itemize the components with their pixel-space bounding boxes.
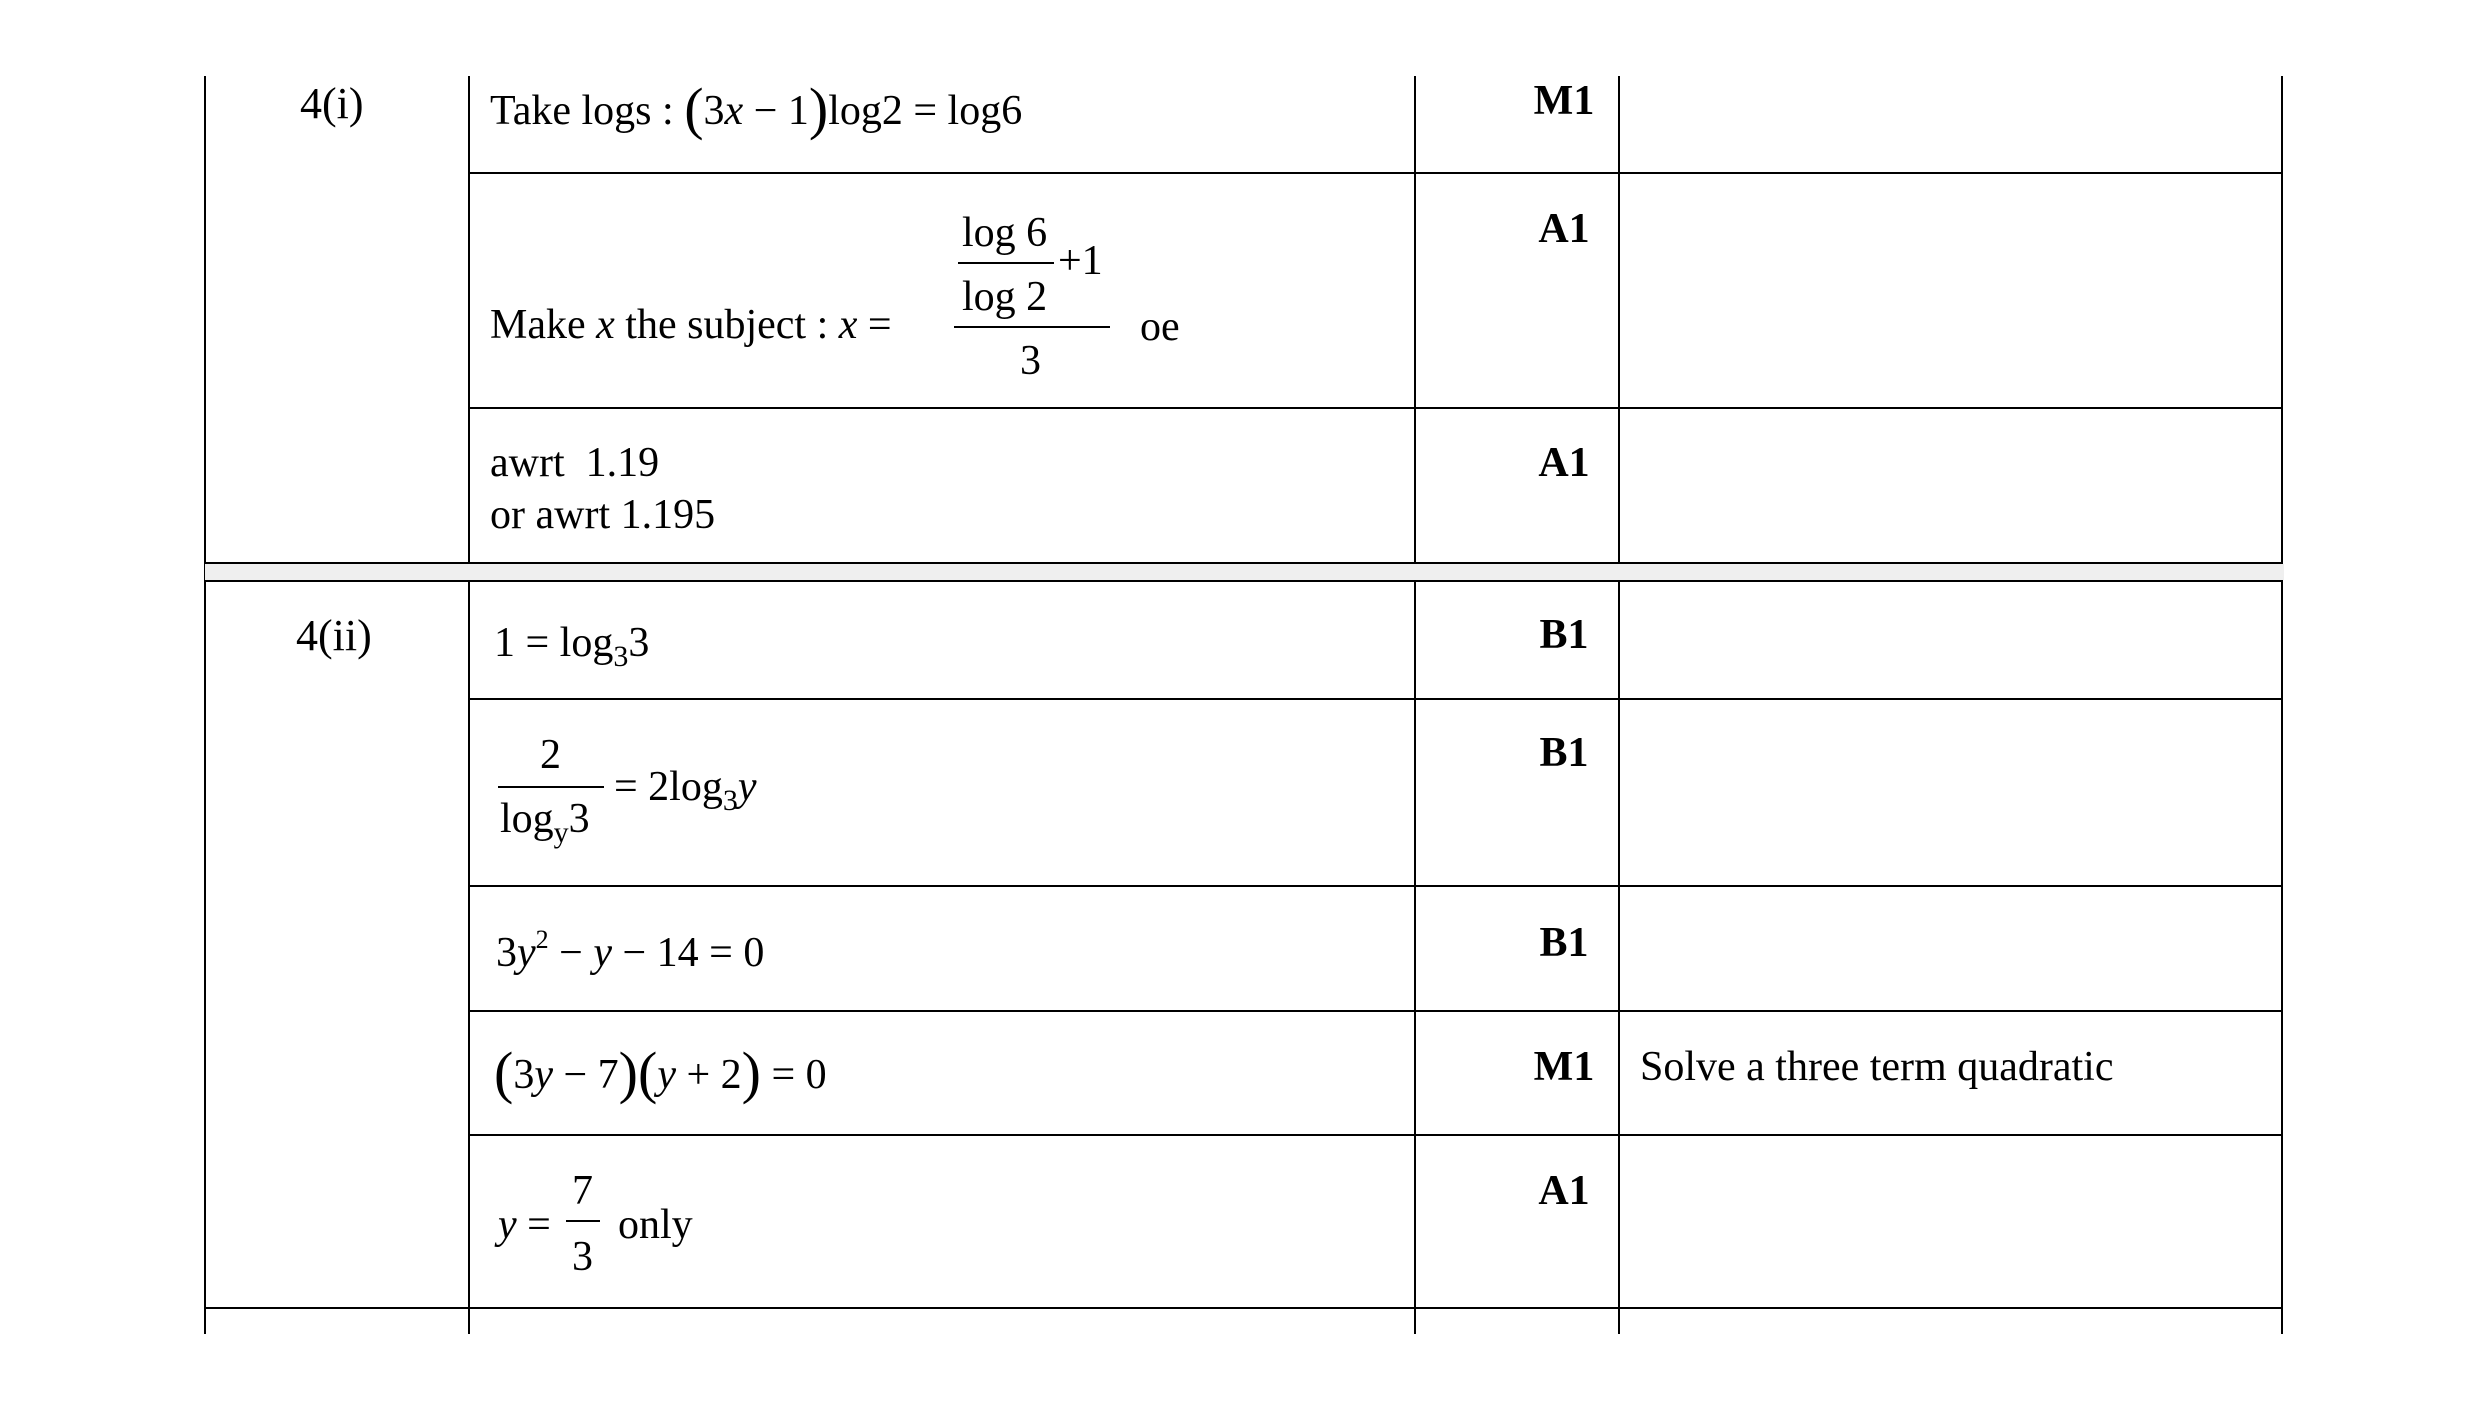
coefficient: 3 [703,88,725,134]
question-label-4ii: 4(ii) [296,611,372,660]
only-note: only [618,1202,693,1248]
row-divider [468,1010,2283,1012]
inner-numerator: log 6 [962,210,1048,256]
answer-factorised [494,1040,827,1105]
row-divider [468,407,2283,409]
equation-rest: log2 = log6 [828,88,1023,134]
answer-awrt-1: awrt 1.19 [490,440,660,486]
fraction-bar [566,1220,600,1222]
answer-make-x-subject [490,304,892,346]
row-divider [468,885,2283,887]
answer-prefix: Make [490,302,597,348]
plus-one: +1 [1058,238,1103,284]
rhs-text: = 2log [614,764,723,810]
equation-rhs [614,764,757,817]
row-divider [468,172,2283,174]
variable-x: x [724,88,744,134]
left-border [204,76,206,1334]
outer-denominator: 3 [1020,338,1041,384]
mark-m1: M1 [1533,78,1595,124]
minus-sign: − [548,930,594,976]
row-divider [468,698,2283,700]
answer-one-equals-log [494,620,650,673]
exponent: 2 [535,925,549,954]
variable-y: y [498,1202,517,1248]
part-separator [205,564,2284,580]
constant-term: − 1 [743,88,809,134]
variable-y: y [534,1052,553,1098]
variable-y: y [593,930,612,976]
mark-b1: B1 [1539,612,1589,658]
variable-y: y [517,930,536,976]
mark-m1: M1 [1533,1044,1595,1090]
right-border [2281,76,2283,1334]
mark-b1: B1 [1539,920,1589,966]
label-column-divider [468,76,470,1334]
constant-term: − 7 [552,1052,619,1098]
table-bottom-line [204,1307,2283,1309]
inner-denominator: log 2 [962,274,1048,320]
separator-top-line [204,562,2283,564]
answer-prefix: Take logs : [490,88,685,134]
question-label-4i: 4(i) [300,79,364,128]
variable-x: x [596,302,615,348]
answer-take-logs [490,76,1023,141]
log-argument: 3 [628,620,650,666]
close-paren: ) [741,1040,761,1105]
variable-y: y [737,764,757,810]
equation-lhs: 1 = log [494,620,614,666]
coefficient: 3 [513,1052,535,1098]
open-paren: ( [638,1040,658,1105]
log-base: 3 [722,784,738,817]
mark-a1: A1 [1538,1168,1590,1214]
answer-quadratic [496,925,765,976]
fraction-denominator [500,796,590,849]
inner-fraction-bar [958,262,1054,264]
open-paren: ( [684,76,704,141]
guidance-comment: Solve a three term quadratic [1640,1044,2114,1090]
coefficient: 3 [496,930,517,976]
answer-y-lhs [498,1204,551,1246]
close-paren: ) [808,76,829,141]
fraction-bar [498,786,604,788]
close-paren: ) [618,1040,638,1105]
equation-rest: − 14 = 0 [612,930,765,976]
equals-sign: = [516,1202,551,1248]
answer-prefix-cont: the subject : [614,302,839,348]
fraction-numerator: 2 [540,732,561,778]
oe-note: oe [1140,304,1180,350]
variable-y: y [657,1052,676,1098]
mark-b1: B1 [1539,730,1589,776]
log-base: y [553,816,569,849]
log-argument: 3 [568,796,590,842]
equation-rest: = 0 [761,1052,827,1098]
outer-fraction-bar [954,326,1110,328]
log-base: 3 [613,640,629,673]
answer-awrt-2: or awrt 1.195 [490,492,716,538]
answer-column-divider [1414,76,1416,1334]
fraction-numerator: 7 [572,1168,593,1214]
log-text: log [500,796,554,842]
equals-sign: = [857,302,892,348]
mark-a1: A1 [1538,206,1590,252]
row-divider [468,1134,2283,1136]
open-paren: ( [494,1040,514,1105]
constant-term: + 2 [675,1052,742,1098]
mark-column-divider [1618,76,1620,1334]
fraction-denominator: 3 [572,1234,593,1280]
variable-x: x [838,302,858,348]
mark-a1: A1 [1538,440,1590,486]
separator-bottom-line [204,580,2283,582]
